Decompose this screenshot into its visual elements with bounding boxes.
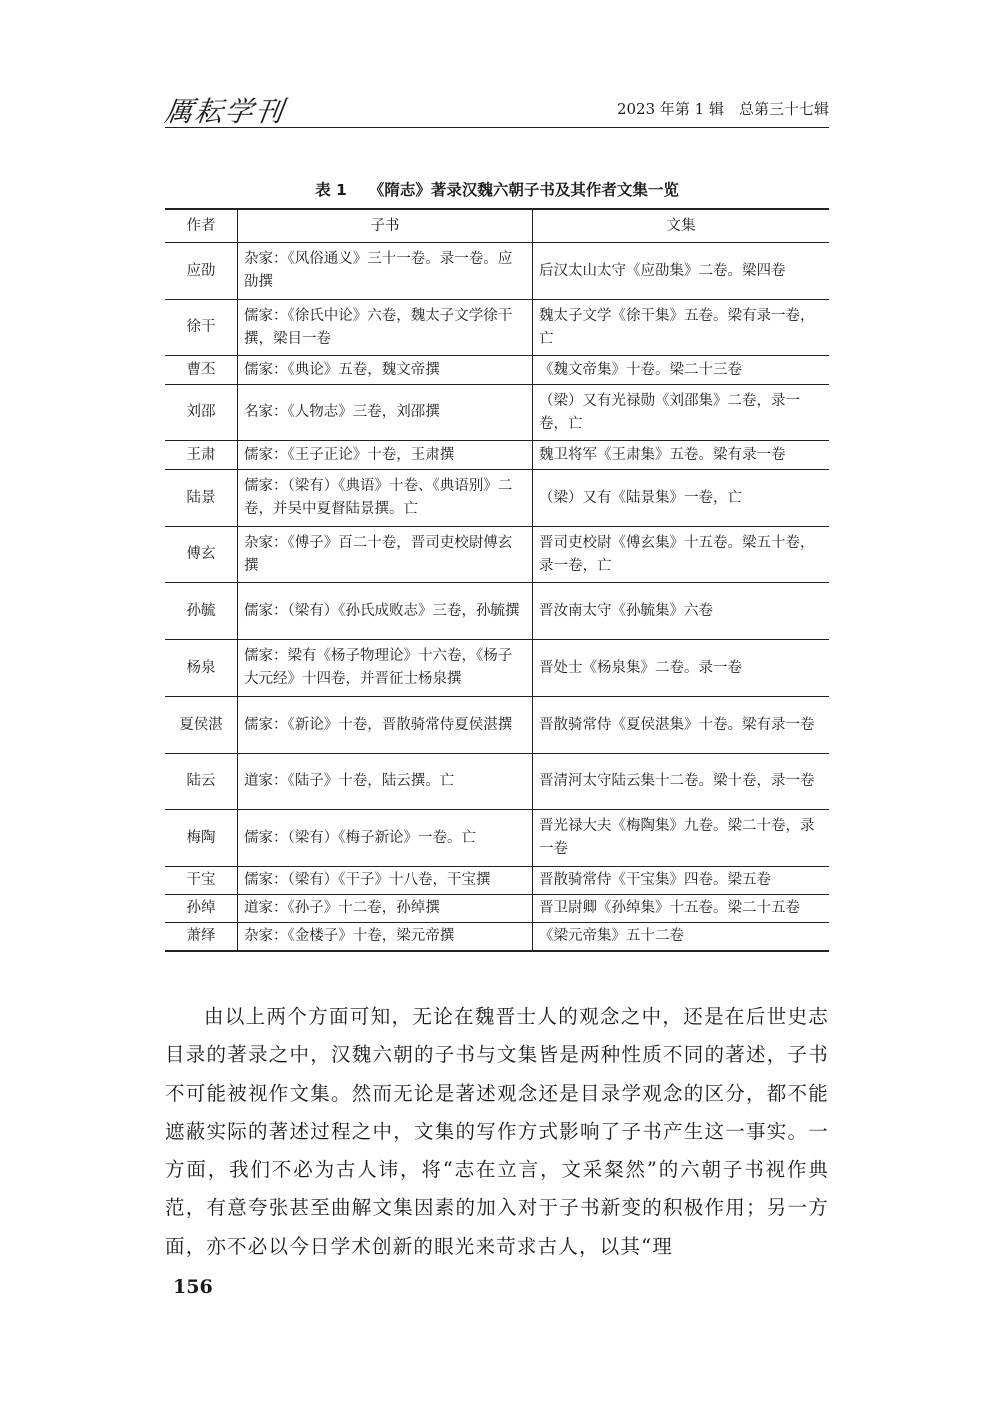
cell-wenji: 后汉太山太守《应劭集》二卷。梁四卷 bbox=[533, 243, 830, 300]
cell-zishu: 杂家：《风俗通义》三十一卷。录一卷。应劭撰 bbox=[238, 243, 533, 300]
cell-zishu: 道家：《孙子》十二卷，孙绰撰 bbox=[238, 895, 533, 923]
cell-author: 陆云 bbox=[165, 754, 238, 810]
cell-zishu: 儒家：（梁有）《干子》十八卷，干宝撰 bbox=[238, 867, 533, 895]
cell-zishu: 儒家：梁有《杨子物理论》十六卷，《杨子大元经》十四卷，并晋征士杨泉撰 bbox=[238, 640, 533, 697]
table-header-row bbox=[165, 209, 829, 243]
table-row bbox=[165, 895, 829, 923]
cell-author: 陆景 bbox=[165, 470, 238, 527]
table-row bbox=[165, 583, 829, 640]
table-caption bbox=[165, 178, 829, 200]
cell-zishu: 道家：《陆子》十卷，陆云撰。亡 bbox=[238, 754, 533, 810]
cell-author: 曹丕 bbox=[165, 356, 238, 385]
cell-wenji: 晋司吏校尉《傅玄集》十五卷。梁五十卷，录一卷，亡 bbox=[533, 527, 830, 583]
table-row bbox=[165, 867, 829, 895]
table-row bbox=[165, 923, 829, 952]
table-caption-title: 《隋志》著录汉魏六朝子书及其作者文集一览 bbox=[368, 181, 679, 199]
cell-zishu: 儒家：（梁有）《孙氏成败志》三卷，孙毓撰 bbox=[238, 583, 533, 640]
issue-info: 2023 年第 1 辑 总第三十七辑 bbox=[616, 100, 829, 118]
table-caption-number: 表 1 bbox=[315, 181, 347, 199]
cell-author: 干宝 bbox=[165, 867, 238, 895]
cell-wenji: 晋散骑常侍《干宝集》四卷。梁五卷 bbox=[533, 867, 830, 895]
page-number: 156 bbox=[173, 1276, 213, 1298]
header-rule bbox=[165, 127, 829, 128]
cell-wenji: 《魏文帝集》十卷。梁二十三卷 bbox=[533, 356, 830, 385]
cell-wenji: 晋汝南太守《孙毓集》六卷 bbox=[533, 583, 830, 640]
cell-wenji: 《梁元帝集》五十二卷 bbox=[533, 923, 830, 952]
cell-wenji: 魏太子文学《徐干集》五卷。梁有录一卷，亡 bbox=[533, 300, 830, 356]
body-paragraph: 由以上两个方面可知，无论在魏晋士人的观念之中，还是在后世史志目录的著录之中，汉魏六朝的子书与文集皆是两种性质不同的著述，子书不可能被视作文集。然而无论是著述观念还是目录学观念的区分，都不能遮蔽实际的著述过程之中，文集的写作方式影响了子书产生这一事实。一方面，我们不必为古人讳，将“志在立言，文采粲然”的六朝子书视作典范，有意夸张甚至曲解文集因素的加入对于子书新变的积极作用；另一方面，亦不必以今日学术创新的眼光来苛求古人，以其“理 bbox=[165, 1005, 829, 1258]
cell-zishu: 儒家：（梁有）《梅子新论》一卷。亡 bbox=[238, 810, 533, 867]
cell-author: 傅玄 bbox=[165, 527, 238, 583]
cell-author: 夏侯湛 bbox=[165, 697, 238, 754]
cell-wenji: 晋卫尉卿《孙绰集》十五卷。梁二十五卷 bbox=[533, 895, 830, 923]
cell-zishu: 儒家：《王子正论》十卷，王肃撰 bbox=[238, 441, 533, 470]
table-row bbox=[165, 810, 829, 867]
cell-zishu: 儒家：《新论》十卷，晋散骑常侍夏侯湛撰 bbox=[238, 697, 533, 754]
table-row bbox=[165, 356, 829, 385]
cell-wenji: 晋处士《杨泉集》二卷。录一卷 bbox=[533, 640, 830, 697]
data-table bbox=[165, 208, 829, 952]
table-row bbox=[165, 697, 829, 754]
cell-author: 孙绰 bbox=[165, 895, 238, 923]
cell-zishu: 杂家：《傅子》百二十卷，晋司吏校尉傅玄撰 bbox=[238, 527, 533, 583]
column-header-wenji: 文集 bbox=[533, 209, 830, 243]
table-row bbox=[165, 385, 829, 441]
journal-logo: 厲耘学刊 bbox=[162, 95, 288, 128]
cell-zishu: 儒家：（梁有）《典语》十卷、《典语别》二卷，并吴中夏督陆景撰。亡 bbox=[238, 470, 533, 527]
running-header bbox=[162, 90, 829, 130]
table-row bbox=[165, 754, 829, 810]
cell-author: 杨泉 bbox=[165, 640, 238, 697]
cell-author: 萧绎 bbox=[165, 923, 238, 952]
cell-wenji: （梁）又有光禄勋《刘邵集》二卷，录一卷，亡 bbox=[533, 385, 830, 441]
cell-zishu: 儒家：《典论》五卷，魏文帝撰 bbox=[238, 356, 533, 385]
cell-wenji: （梁）又有《陆景集》一卷，亡 bbox=[533, 470, 830, 527]
cell-author: 梅陶 bbox=[165, 810, 238, 867]
table-row bbox=[165, 243, 829, 300]
cell-zishu: 名家：《人物志》三卷，刘邵撰 bbox=[238, 385, 533, 441]
cell-wenji: 魏卫将军《王肃集》五卷。梁有录一卷 bbox=[533, 441, 830, 470]
table-row bbox=[165, 640, 829, 697]
cell-wenji: 晋清河太守陆云集十二卷。梁十卷，录一卷 bbox=[533, 754, 830, 810]
column-header-zishu: 子书 bbox=[238, 209, 533, 243]
table-row bbox=[165, 300, 829, 356]
cell-zishu: 儒家：《徐氏中论》六卷，魏太子文学徐干撰，梁目一卷 bbox=[238, 300, 533, 356]
cell-wenji: 晋散骑常侍《夏侯湛集》十卷。梁有录一卷 bbox=[533, 697, 830, 754]
cell-author: 刘邵 bbox=[165, 385, 238, 441]
cell-author: 王肃 bbox=[165, 441, 238, 470]
column-header-author: 作者 bbox=[165, 209, 238, 243]
cell-author: 应劭 bbox=[165, 243, 238, 300]
cell-zishu: 杂家：《金楼子》十卷，梁元帝撰 bbox=[238, 923, 533, 952]
table-row bbox=[165, 527, 829, 583]
cell-author: 徐干 bbox=[165, 300, 238, 356]
cell-wenji: 晋光禄大夫《梅陶集》九卷。梁二十卷，录一卷 bbox=[533, 810, 830, 867]
table-row bbox=[165, 441, 829, 470]
table-row bbox=[165, 470, 829, 527]
cell-author: 孙毓 bbox=[165, 583, 238, 640]
